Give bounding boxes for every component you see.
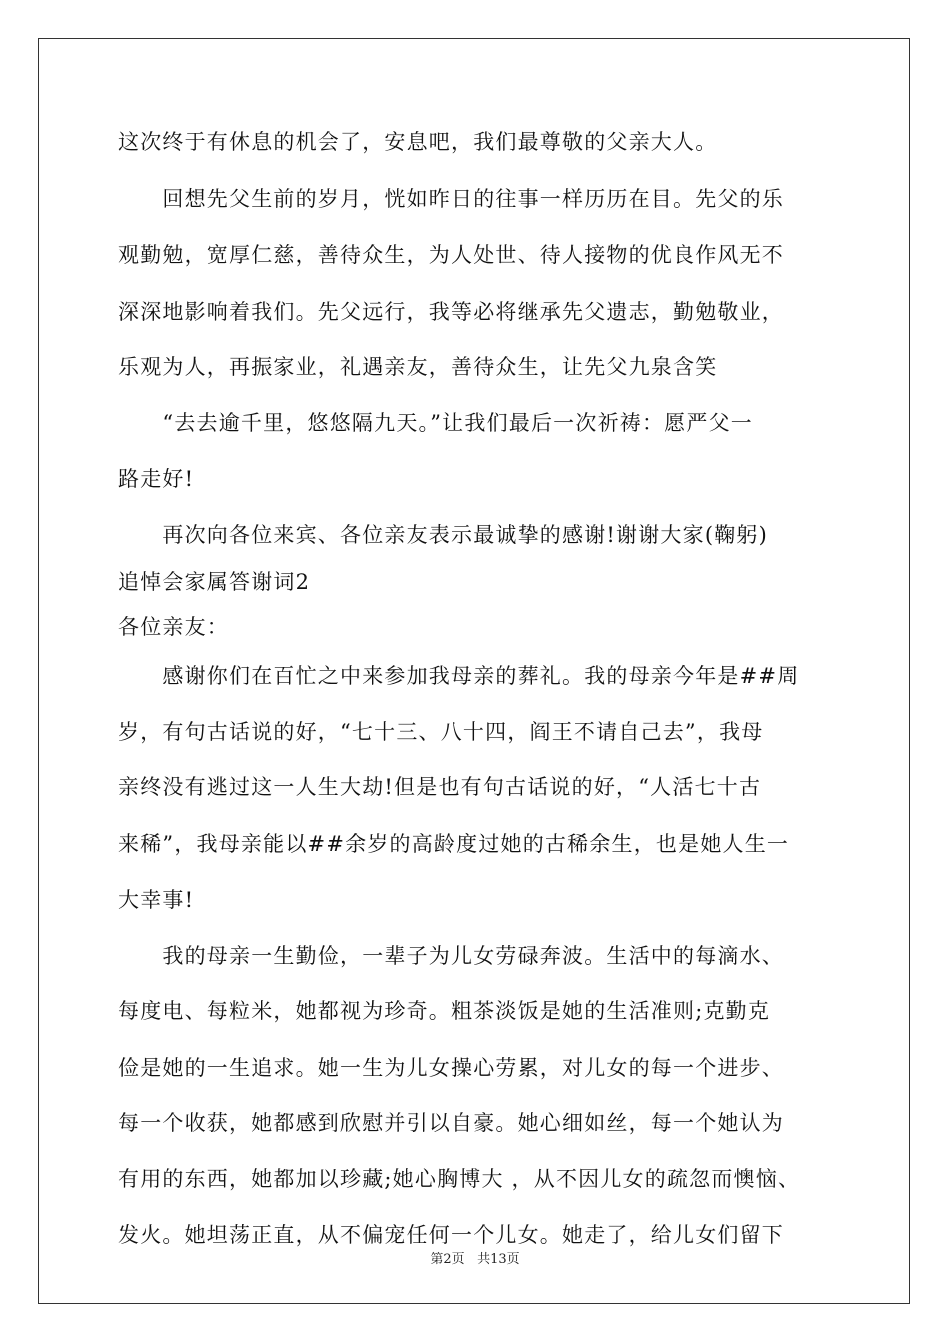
page-number: 第2页: [430, 1252, 465, 1267]
text-line: 我的母亲一生勤俭，一辈子为儿女劳碌奔波。生活中的每滴水、: [118, 944, 784, 968]
section-heading: 追悼会家属答谢词2: [118, 570, 311, 594]
text-line: 回想先父生前的岁月，恍如昨日的往事一样历历在目。先父的乐: [118, 187, 784, 211]
salutation: 各位亲友：: [118, 615, 229, 639]
text-line: 来稀”，我母亲能以##余岁的高龄度过她的古稀余生，也是她人生一: [118, 832, 790, 856]
text-line: 深深地影响着我们。先父远行，我等必将继承先父遗志，勤勉敬业，: [118, 300, 784, 324]
text-line: 感谢你们在百忙之中来参加我母亲的葬礼。我的母亲今年是##周: [118, 664, 800, 688]
page-footer: [0, 1248, 950, 1267]
text-line: 有用的东西，她都加以珍藏;她心胸博大 ，从不因儿女的疏忽而懊恼、: [118, 1167, 801, 1191]
text-line: 乐观为人，再振家业，礼遇亲友，善待众生，让先父九泉含笑: [118, 355, 718, 379]
text-line: 路走好!: [118, 467, 195, 491]
text-line: 每一个收获，她都感到欣慰并引以自豪。她心细如丝，每一个她认为: [118, 1111, 784, 1135]
page-total: 共13页: [477, 1252, 520, 1267]
text-line: 这次终于有休息的机会了，安息吧，我们最尊敬的父亲大人。: [118, 130, 718, 154]
text-line: 亲终没有逃过这一人生大劫!但是也有句古话说的好，“人活七十古: [118, 775, 762, 799]
text-line: “去去逾千里，悠悠隔九天。”让我们最后一次祈祷：愿严父一: [118, 411, 753, 435]
text-line: 观勤勉，宽厚仁慈，善待众生，为人处世、待人接物的优良作风无不: [118, 243, 784, 267]
text-line: 大幸事!: [118, 888, 195, 912]
text-line: 发火。她坦荡正直，从不偏宠任何一个儿女。她走了，给儿女们留下: [118, 1223, 784, 1247]
text-line: 岁，有句古话说的好，“七十三、八十四，阎王不请自己去”，我母: [118, 720, 764, 744]
text-line: 再次向各位来宾、各位亲友表示最诚挚的感谢!谢谢大家(鞠躬): [118, 523, 769, 547]
text-line: 俭是她的一生追求。她一生为儿女操心劳累，对儿女的每一个进步、: [118, 1056, 784, 1080]
text-line: 每度电、每粒米，她都视为珍奇。粗茶淡饭是她的生活准则;克勤克: [118, 999, 771, 1023]
